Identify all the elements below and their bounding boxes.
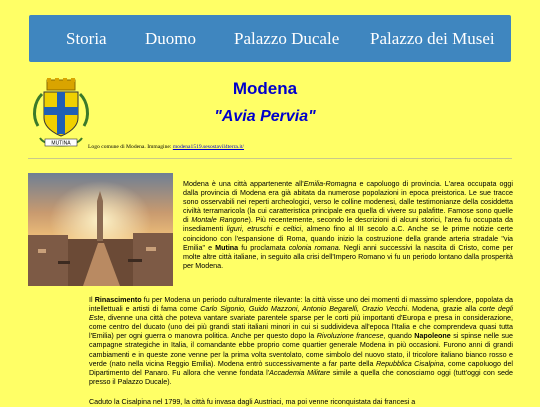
text-run: fu per Modena un periodo culturalmente rilevante: la città visse uno dei momenti di massimo splendore, popolata da intellettuali e artisti di fama come	[89, 296, 513, 314]
paragraph-renaissance	[89, 296, 513, 387]
page-title: Modena	[232, 79, 298, 98]
text-run: e capoluogo di provincia. L'area occupata oggi dalla provincia di Modena era già abitata da numerose popolazioni in epoca preistorica. Le sue tracce sono osservabili nei reperti archeologici, verso le colline modenesi, dalle testimonianze della cosiddetta civiltà terramaricola (la cui caratteristica principale era quella di vivere su palafitte. Famose sono quelle di	[183, 180, 513, 225]
text-run: simile a quella che conosciamo oggi (tutt'oggi con sede presso il Palazzo Ducale).	[89, 368, 513, 386]
text-run: liguri, etruschi e celtici	[226, 225, 302, 234]
text-run: Modena è una città appartenente all'	[183, 180, 304, 188]
caption-text: Logo comune di Modena. Immagine:	[88, 144, 172, 150]
logo-caption	[88, 144, 244, 150]
text-run: Emilia-Romagna	[303, 180, 357, 188]
text-run: , come capoluogo del Dipartimento del Panaro. Fu allora che venne fondata l'	[89, 359, 513, 377]
text-run: si spinse nelle sue campagne strategiche in Italia, il comandante ebbe proprio come quartier generale Modena in più occasioni. Furono anni di grandi cambiamenti e in queste zone venne per la prima volta sventolato, come simbolo del nuovo stato, il tricolore italiano bianco rosso e verde (nato nella vicina Reggio Emilia). Modena entrò successivamente a far parte della	[89, 332, 513, 368]
text-run: . Negli anni successivi la nascita di Cristo, come per molte altre città italiane, in seguito alla crisi dell'Impero Romano vi fu un periodo lontano dalla prosperità per Modena.	[183, 243, 513, 270]
text-run: , quando	[383, 332, 415, 341]
text-run: Repubblica Cisalpina	[375, 359, 444, 368]
text-run: fu proclamata	[238, 243, 289, 252]
text-run: Accademia Militare	[269, 368, 331, 377]
text-run: Mutina	[215, 243, 239, 252]
text-run: , almeno fino al III secolo a.C. Anche se le prime notizie certe coincidono con l'espansione di Roma, quando inizio la costruzione della grande arteria stradale "via Emilia" e	[183, 225, 513, 252]
text-run: Rivoluzione francese	[316, 332, 384, 341]
nav-link-duomo[interactable]: Duomo	[145, 29, 196, 48]
text-run: ). Più recentemente, secondo le descrizioni di alcuni storici, l'area fu occupata da insediamenti	[183, 216, 514, 234]
text-run: Napoleone	[414, 332, 451, 341]
svg-text:MUTINA: MUTINA	[51, 140, 71, 147]
text-run: , divenne una città che poteva vantare svariate parentele sparse per le corti più importanti d'Europa e presa in considerazione, come centro del ducato (uno dei più grandi stati italiani minori in cui si suddivideva all'epoca l'Italia e che comprendeva quasi tutta l'Emilia) per ogni guerra o manovra politica. Anche per questo dopo la	[89, 314, 513, 341]
nav-link-storia[interactable]: Storia	[66, 29, 107, 48]
city-motto: "Avia Pervia"	[214, 108, 316, 125]
caption-link[interactable]: modena1519.sesostavil4terra.it/	[172, 144, 244, 150]
text-run: . Modena, grazie alla	[407, 305, 480, 314]
text-run: Rinascimento	[94, 296, 142, 304]
divider	[28, 158, 512, 159]
text-run: Caduto la Cisalpina nel 1799, la città fu invasa dagli Austriaci, ma poi venne riconquistata dai francesi a	[89, 398, 416, 406]
text-run: Il	[89, 296, 95, 304]
text-run: colonia romana	[288, 243, 339, 252]
paragraph-origins	[183, 180, 513, 271]
paragraph-cisalpina	[89, 398, 513, 407]
nav-link-palazzo-ducale[interactable]: Palazzo Ducale	[234, 29, 340, 48]
text-run: Carlo Sigonio, Guido Mazzoni, Antonio Begarelli, Orazio Vecchi	[200, 305, 408, 314]
text-run: Montale Rangone	[191, 216, 249, 225]
modena-coat-of-arms-icon	[30, 78, 92, 154]
text-run: corte degli Este	[89, 305, 513, 323]
nav-link-palazzo-dei-musei[interactable]: Palazzo dei Musei	[370, 29, 495, 48]
modena-city-photo	[28, 173, 173, 286]
top-navigation	[29, 15, 511, 62]
